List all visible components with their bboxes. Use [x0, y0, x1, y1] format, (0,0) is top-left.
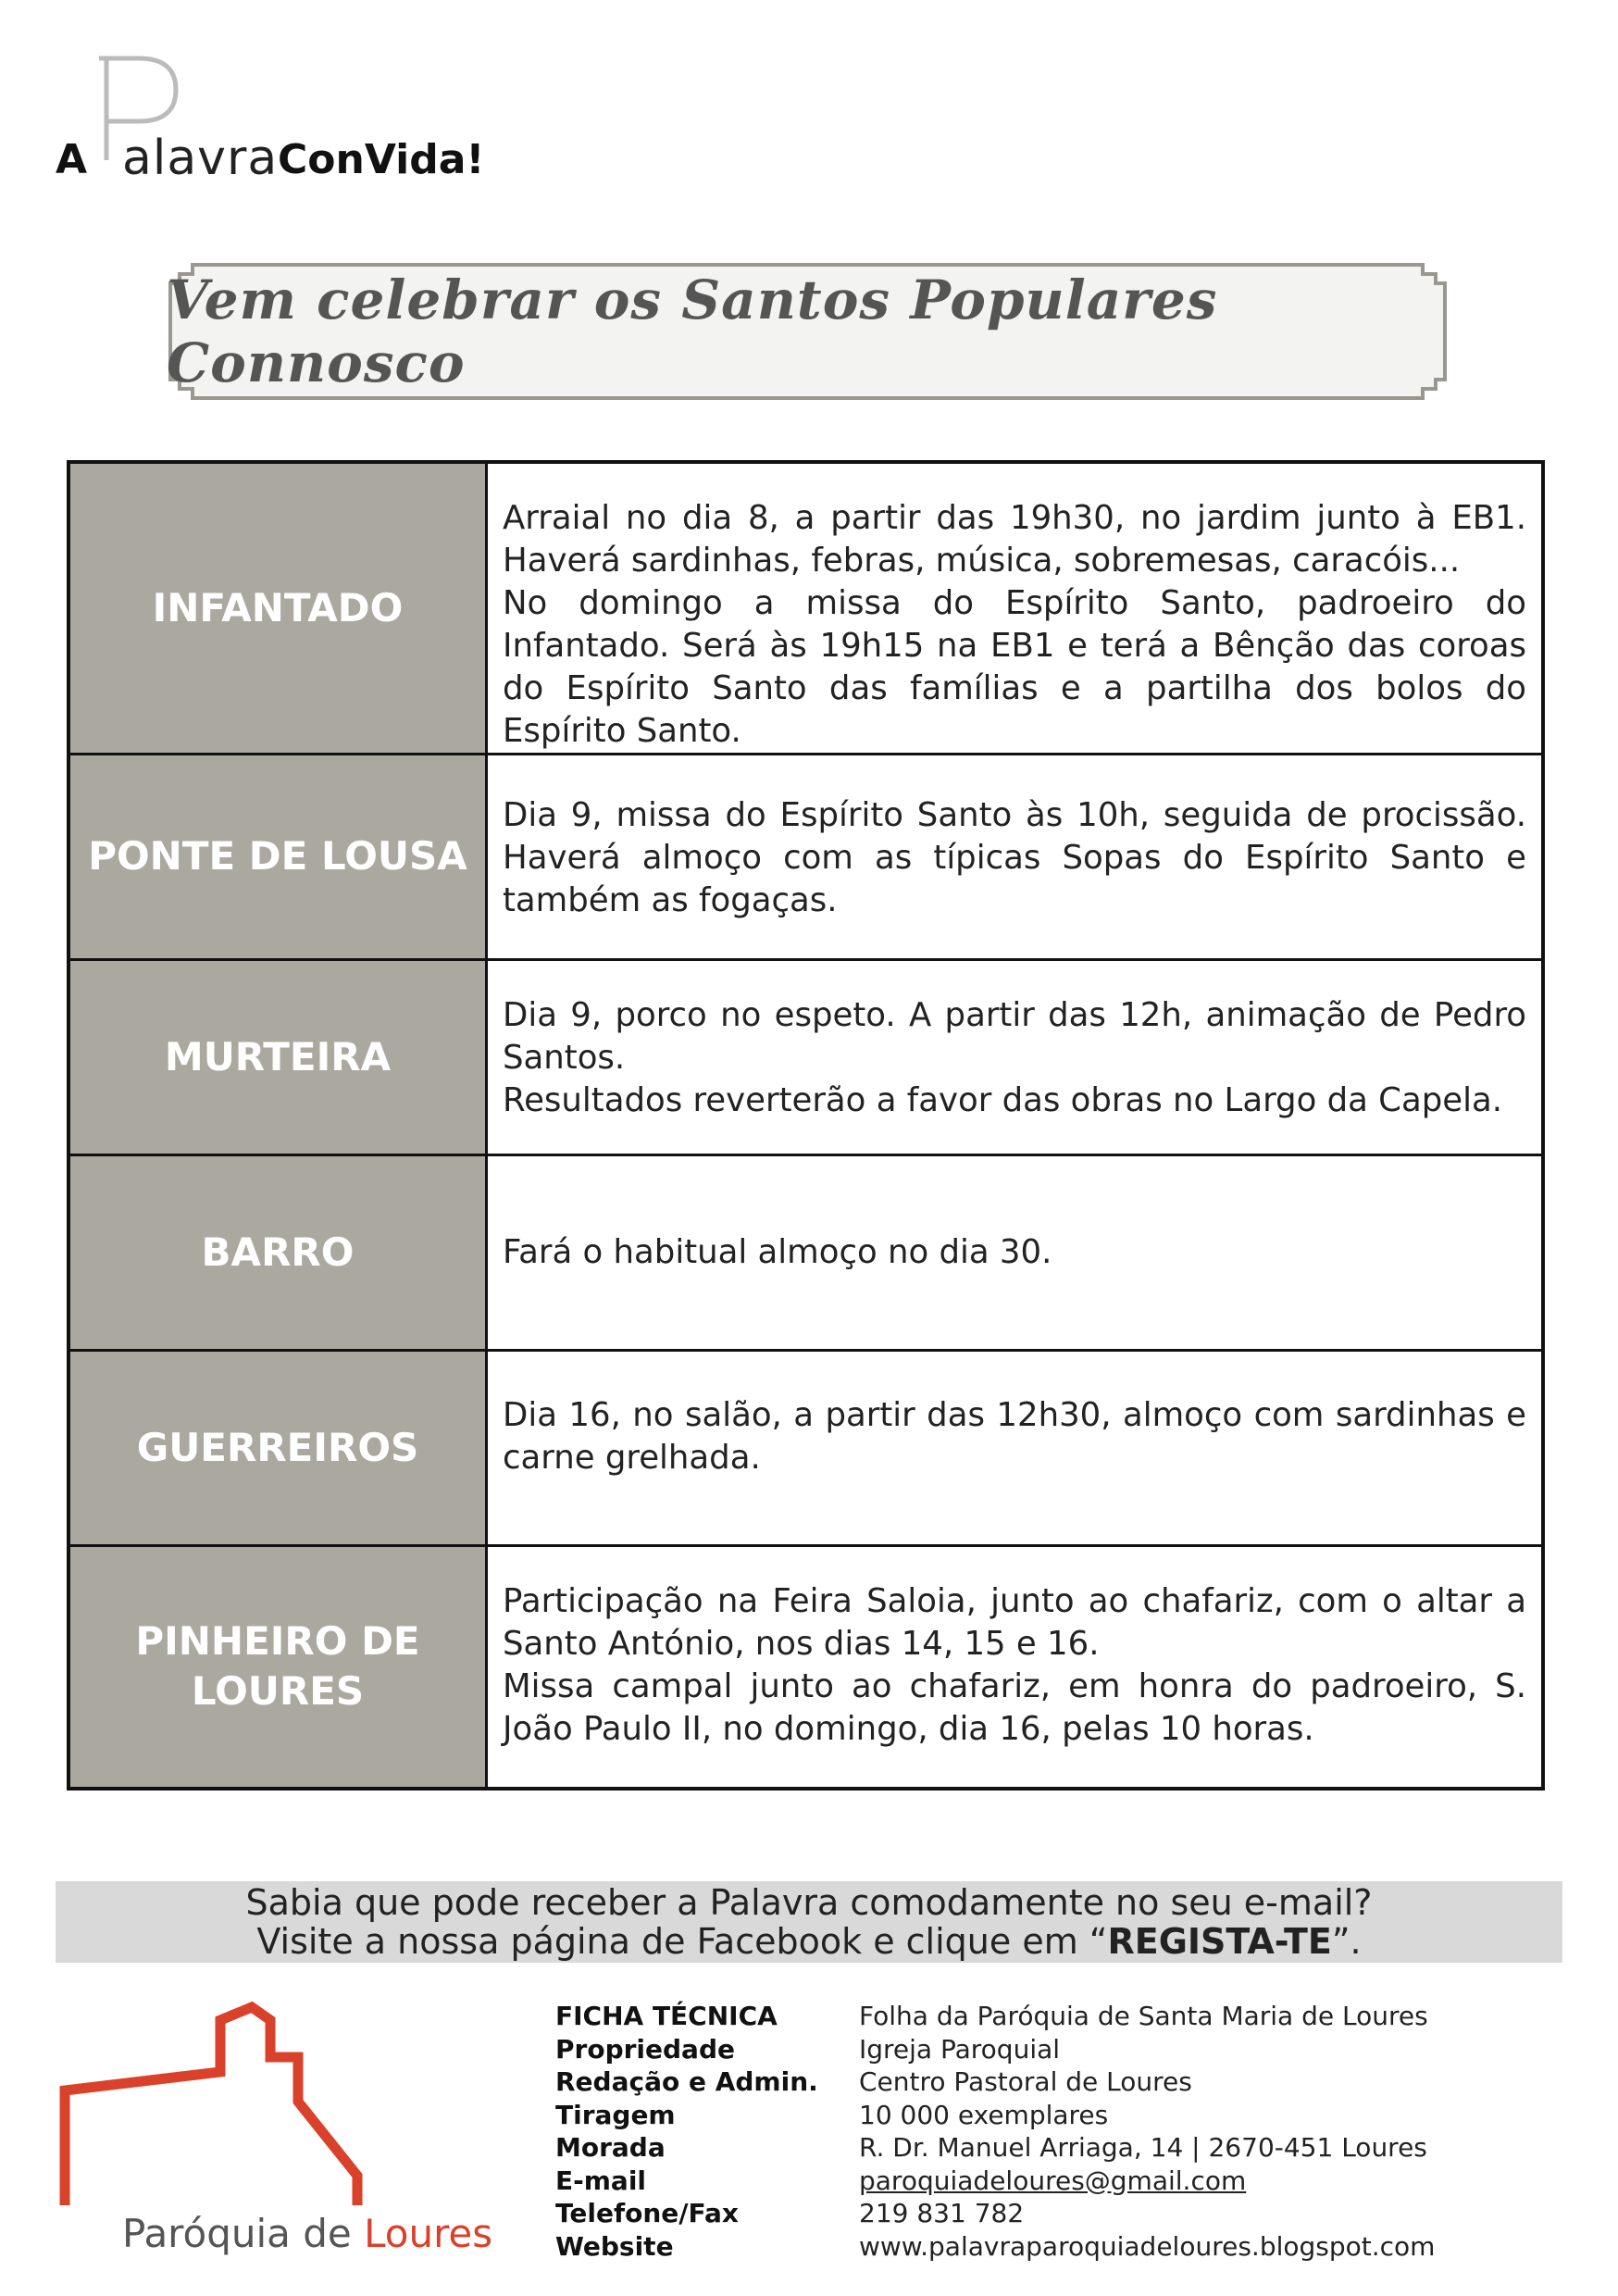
event-location: GUERREIROS — [68, 1351, 487, 1546]
parish-name-prefix: Paróquia de — [122, 2211, 365, 2256]
event-description — [487, 1351, 1544, 1546]
ficha-label: Redação e Admin. — [555, 2066, 818, 2097]
info-line-2 — [56, 1922, 1562, 1961]
event-paragraph: Dia 9, missa do Espírito Santo às 10h, seguida de procissão. Haverá almoço com as típicas Sopas do Espírito Santo e também as fogaças. — [503, 796, 1526, 919]
email-link[interactable]: paroquiadeloures@gmail.com — [859, 2165, 1247, 2196]
event-paragraph: Participação na Feira Saloia, junto ao chafariz, com o altar a Santo António, nos dias 14, 15 e 16. — [503, 1582, 1526, 1663]
ficha-label: Telefone/Fax — [555, 2198, 739, 2228]
ficha-value: Centro Pastoral de Loures — [859, 2066, 1192, 2097]
ficha-label: Tiragem — [555, 2099, 676, 2130]
event-description — [487, 960, 1544, 1155]
info-line-1: Sabia que pode receber a Palavra comodamente no seu e-mail? — [245, 1882, 1373, 1923]
events-table — [67, 460, 1545, 1791]
table-row — [68, 755, 1543, 960]
event-location: MURTEIRA — [68, 960, 487, 1155]
ficha-label: Morada — [555, 2132, 666, 2163]
parish-name-highlight: Loures — [364, 2211, 493, 2256]
table-row — [68, 462, 1543, 755]
logo-palavra: alavra — [122, 131, 279, 186]
church-outline-icon — [56, 2000, 426, 2213]
ficha-label: E-mail — [555, 2165, 647, 2196]
info-line-2-suffix: ”. — [1331, 1921, 1362, 1962]
event-location: PINHEIRO DE LOURES — [68, 1546, 487, 1789]
newsletter-info-bar — [56, 1881, 1562, 1963]
ficha-values — [859, 2000, 1435, 2263]
event-location: PONTE DE LOUSA — [68, 755, 487, 960]
logo-convida: ConVida! — [278, 136, 485, 183]
info-line-2-prefix: Visite a nossa página de Facebook e clique em “ — [256, 1921, 1108, 1962]
event-location: BARRO — [68, 1155, 487, 1351]
event-description — [487, 462, 1544, 755]
ficha-value: Igreja Paroquial — [859, 2033, 1061, 2065]
title-banner — [167, 261, 1449, 402]
event-paragraph: Fará o habitual almoço no dia 30. — [503, 1233, 1052, 1271]
table-row — [68, 960, 1543, 1155]
publication-logo — [56, 51, 537, 190]
event-paragraph: Dia 9, porco no espeto. A partir das 12h, animação de Pedro Santos. — [503, 996, 1526, 1077]
ficha-value: Folha da Paróquia de Santa Maria de Loures — [859, 2001, 1428, 2031]
ficha-value: 10 000 exemplares — [859, 2099, 1109, 2130]
event-description — [487, 755, 1544, 960]
event-paragraph: Resultados reverterão a favor das obras no Largo da Capela. — [503, 1081, 1502, 1119]
website-link[interactable]: www.palavraparoquiadeloures.blogspot.com — [859, 2230, 1436, 2262]
parish-name — [122, 2211, 492, 2256]
ficha-label: Propriedade — [555, 2033, 735, 2065]
banner-title: Vem celebrar os Santos Populares Connosco — [167, 268, 1218, 394]
event-description — [487, 1546, 1544, 1789]
event-paragraph: No domingo a missa do Espírito Santo, padroeiro do Infantado. Será às 19h15 na EB1 e terá a Bênção das coroas do Espírito Santo das famílias e a partilha dos bolos do Espírito Santo. — [503, 584, 1526, 750]
ficha-value: R. Dr. Manuel Arriaga, 14 | 2670-451 Loures — [859, 2132, 1427, 2163]
table-row — [68, 1155, 1543, 1351]
logo-a: A — [56, 136, 88, 183]
event-paragraph: Arraial no dia 8, a partir das 19h30, no jardim junto à EB1. Haverá sardinhas, febras, música, sobremesas, caracóis... — [503, 499, 1526, 580]
ficha-value: 219 831 782 — [859, 2198, 1025, 2228]
register-callout: REGISTA-TE — [1107, 1921, 1332, 1962]
event-paragraph: Missa campal junto ao chafariz, em honra do padroeiro, S. João Paulo II, no domingo, dia 16, pelas 10 horas. — [503, 1667, 1526, 1748]
parish-logo — [56, 2000, 537, 2268]
ficha-heading: FICHA TÉCNICA — [555, 2001, 778, 2031]
table-row — [68, 1351, 1543, 1546]
table-row — [68, 1546, 1543, 1789]
event-paragraph: Dia 16, no salão, a partir das 12h30, almoço com sardinhas e carne grelhada. — [503, 1396, 1526, 1477]
ficha-label: Website — [555, 2230, 674, 2262]
ficha-labels — [555, 2000, 818, 2263]
event-description — [487, 1155, 1544, 1351]
event-location: INFANTADO — [68, 462, 487, 755]
